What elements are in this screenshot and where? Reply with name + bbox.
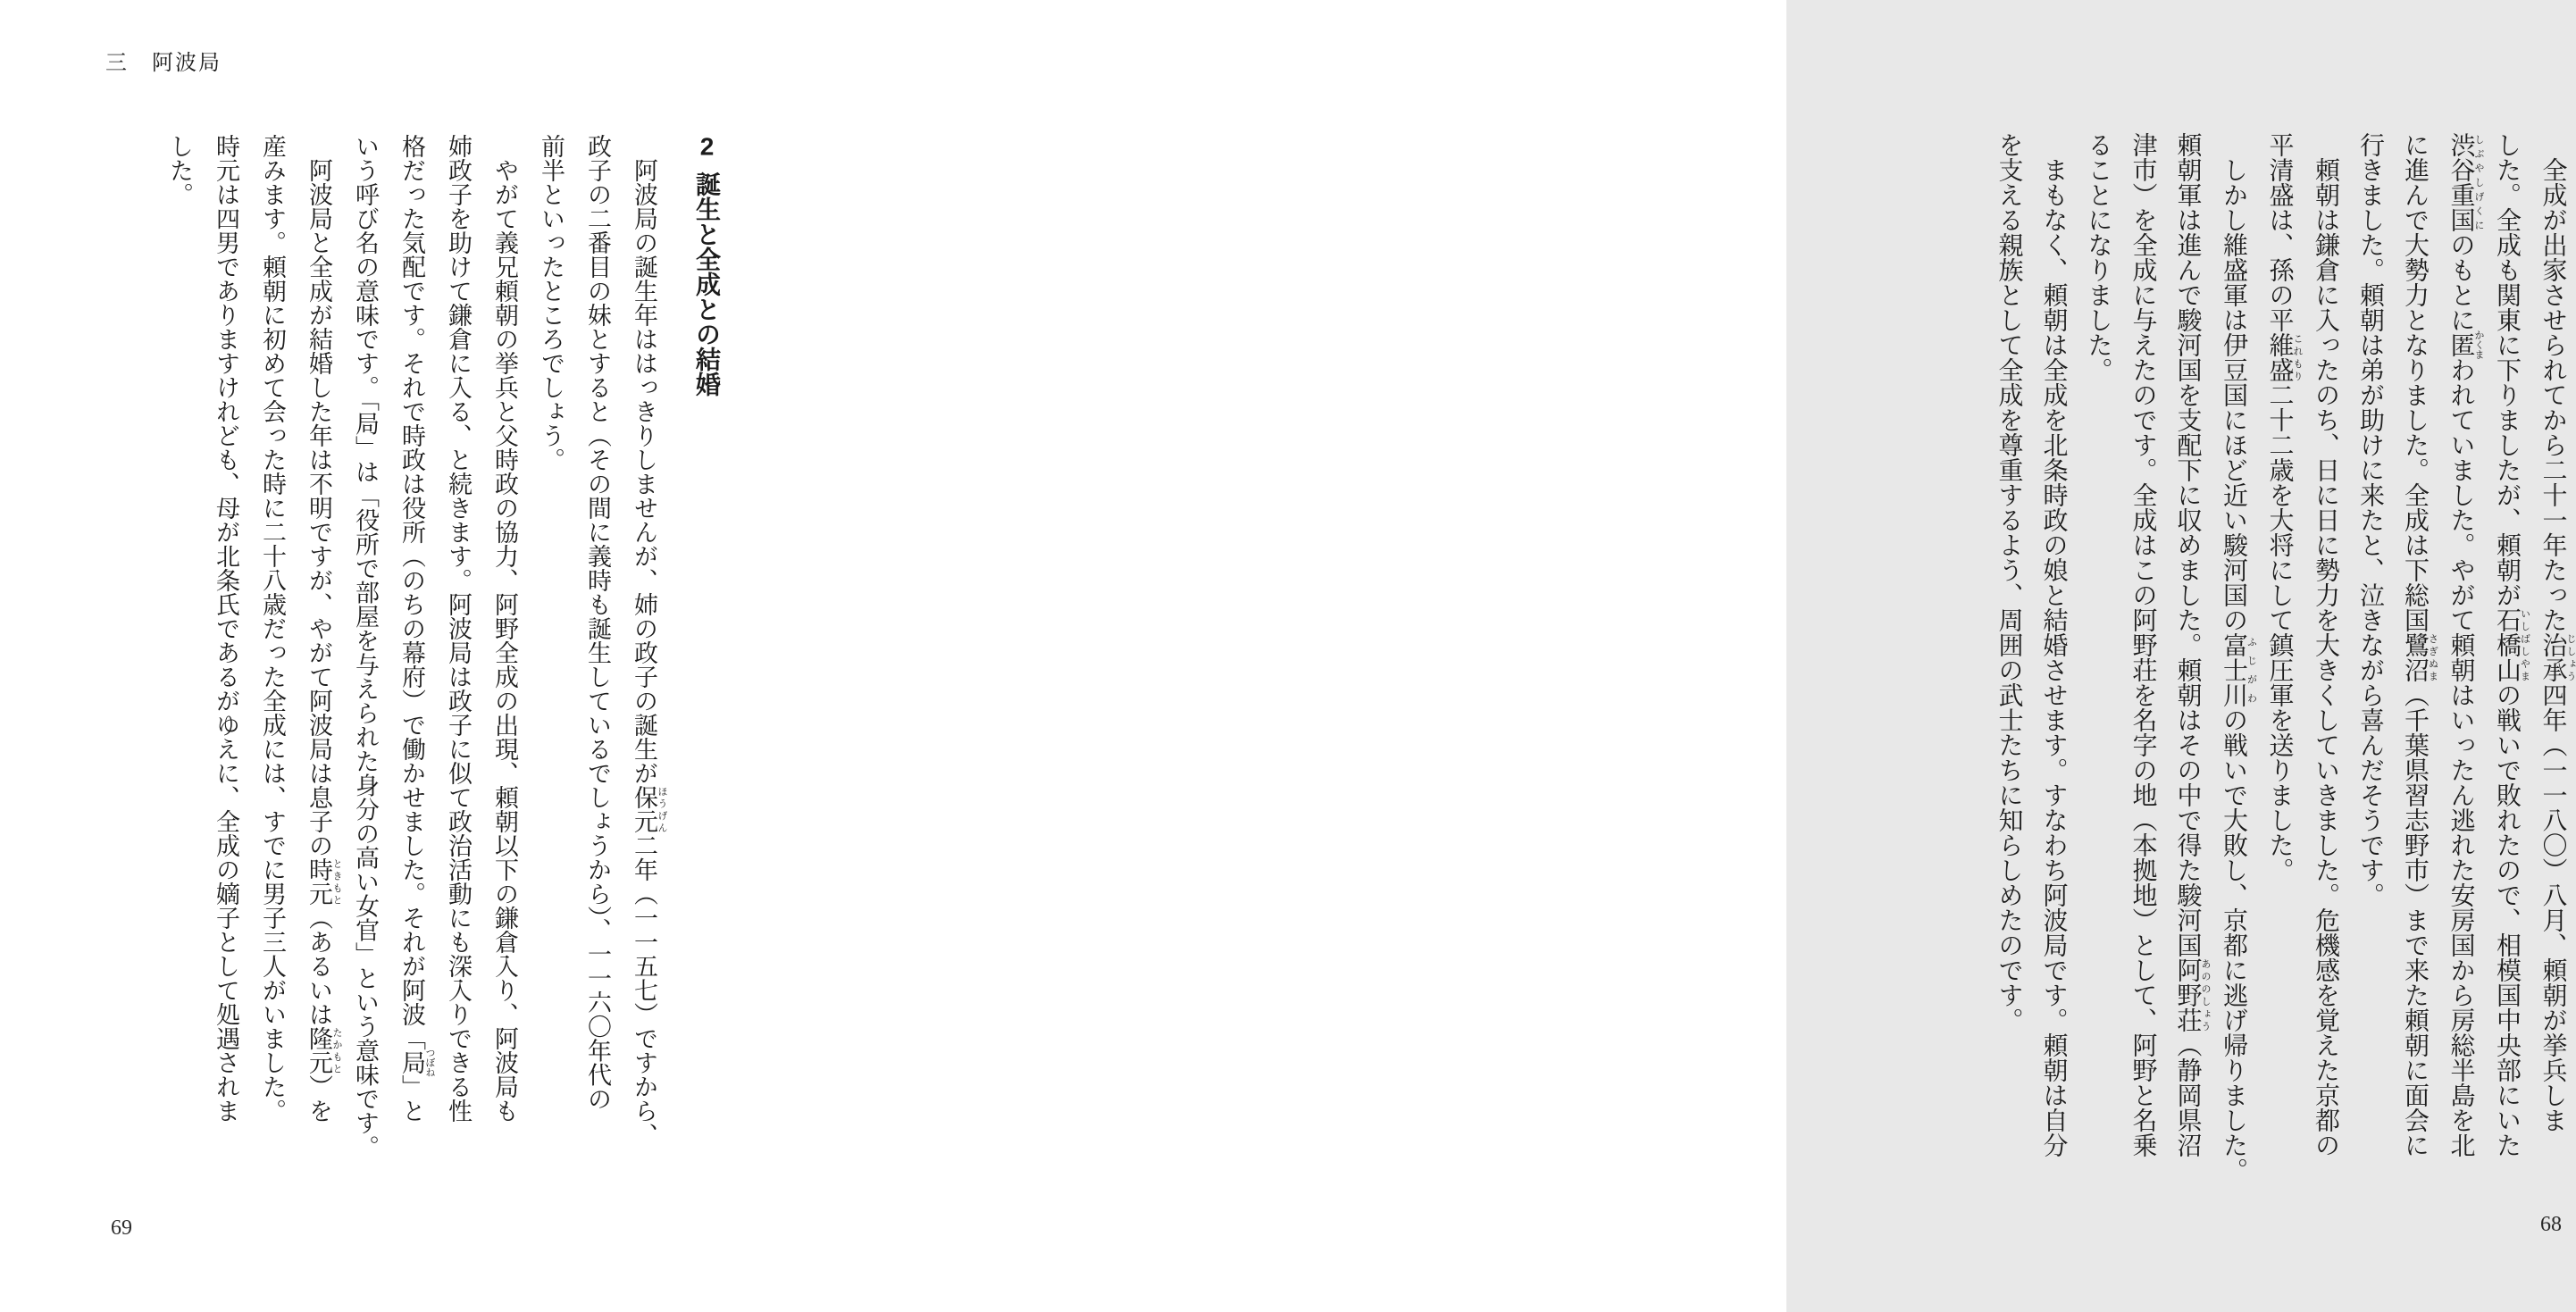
right-page-text-block xyxy=(1995,132,2576,1213)
text-line: 産みます。頼朝に初めて会った時に二十八歳だった全成には、すでに男子三人がいました。 xyxy=(259,134,286,1123)
text-line: 阿波局と全成が結婚した年は不明ですが、やがて阿波局は息子の時元 ときもと（あるいは隆元 たかもと）を xyxy=(305,134,342,1123)
text-line: に進んで大勢力となりました。全成は下総国鷺沼さぎぬま（千葉県習志野市）まで来た頼朝に面会に xyxy=(2401,132,2438,1157)
text-line: 阿波局の誕生年ははっきりしませんが、姉の政子の誕生が保元 ほうげん二年（一一五七）ですから、 xyxy=(631,134,667,1147)
text-line: した。 xyxy=(166,134,193,206)
ruby-term: 局 つぼね xyxy=(398,1048,435,1077)
furigana: いしばしやま xyxy=(2519,607,2530,682)
furigana: さぎぬま xyxy=(2427,632,2438,682)
text-line: 前半といったところでしょう。 xyxy=(538,134,565,472)
text-line: やがて義兄頼朝の挙兵と父時政の協力、阿野全成の出現、頼朝以下の鎌倉入り、阿波局も xyxy=(491,134,518,1123)
ruby-term: 治承じしょう xyxy=(2538,632,2576,682)
furigana: ときもと xyxy=(331,857,342,906)
ruby-term: 匿かくま xyxy=(2446,330,2484,360)
ruby-term: 隆元 たかもと xyxy=(305,1026,342,1074)
text-line: 時元は四男でありますけれども、母が北条氏であるがゆえに、全成の嫡子として処遇されま xyxy=(213,134,239,1123)
text-line: 格だった気配です。それで時政は役所（のちの幕府）で働かせました。それが阿波「局 つぼね」と xyxy=(398,134,435,1123)
furigana: ほうげん xyxy=(657,785,667,833)
furigana: あののしょう xyxy=(2200,957,2211,1032)
section-heading xyxy=(683,134,730,1215)
page-right xyxy=(893,0,2576,1312)
text-line: 全成が出家させられてから二十一年たった治承じしょう四年（一一八〇）八月、頼朝が挙兵しま xyxy=(2538,132,2576,1132)
furigana: これもり xyxy=(2292,332,2303,382)
furigana: つぼね xyxy=(424,1048,435,1077)
ruby-term: 時元 ときもと xyxy=(305,857,342,906)
text-line: 渋谷重国しぶやしげくにのもとに匿かくまわれていました。やがて頼朝はいったん逃れた安房国から房総半島を北 xyxy=(2446,132,2484,1157)
furigana: ふじがわ xyxy=(2246,632,2257,707)
ruby-term: 石橋山いしばしやま xyxy=(2493,607,2530,682)
page-left xyxy=(0,0,893,1312)
text-line: を支える親族として全成を尊重するよう、周囲の武士たちに知らしめたのです。 xyxy=(1995,132,2023,1032)
text-line: しかし維盛軍は伊豆国にほど近い駿河国の富士川ふじがわの戦いで大敗し、京都に逃げ帰りました。 xyxy=(2220,132,2257,1182)
page-number-right: 68 xyxy=(2540,1213,2562,1236)
section-title: 誕生と全成との結婚 xyxy=(693,171,721,397)
text-line: いう呼び名の意味です。「局」は「役所で部屋を与えられた身分の高い女官」という意味です。 xyxy=(352,134,379,1159)
chapter-running-head: 三 阿波局 xyxy=(105,52,222,75)
furigana: じしょう xyxy=(2565,632,2576,682)
ruby-term: 保元 ほうげん xyxy=(631,785,667,833)
furigana: たかもと xyxy=(331,1026,342,1074)
furigana: しぶやしげくに xyxy=(2473,132,2484,232)
text-line: 頼朝は鎌倉に入ったのち、日に日に勢力を大きくしていきました。危機感を覚えた京都の xyxy=(2312,132,2339,1157)
text-line: した。全成も関東に下りましたが、頼朝が石橋山いしばしやまの戦いで敗れたので、相模国中央部にいた xyxy=(2493,132,2530,1157)
text-line: 頼朝軍は進んで駿河国を支配下に収めました。頼朝はその中で得た駿河国阿野荘あののしょう（静岡県沼 xyxy=(2173,132,2211,1157)
ruby-term: 阿野荘あののしょう xyxy=(2173,957,2211,1032)
page-number-left: 69 xyxy=(111,1216,132,1240)
ruby-term: 富士川ふじがわ xyxy=(2220,632,2257,707)
left-page-text-block xyxy=(156,134,730,1215)
text-line: 姉政子を助けて鎌倉に入る、と続きます。阿波局は政子に似て政治活動にも深入りできる性 xyxy=(445,134,472,1123)
text-line: 行きました。頼朝は弟が助けに来たと、泣きながら喜んだそうです。 xyxy=(2356,132,2384,907)
text-line: 津市）を全成に与えたのです。全成はこの阿野荘を名字の地（本拠地）として、阿野と名乗 xyxy=(2129,132,2157,1157)
text-line: 平清盛は、孫の平維盛これもり二十二歳を大将にして鎮圧軍を送りました。 xyxy=(2265,132,2303,882)
text-line: 政子の二番目の妹とすると（その間に義時も誕生しているでしょうから）、一一六〇年代の xyxy=(584,134,611,1111)
text-line: まもなく、頼朝は全成を北条時政の娘と結婚させます。すなわち阿波局です。頼朝は自分 xyxy=(2039,132,2068,1157)
text-line: ることになりました。 xyxy=(2084,132,2112,382)
ruby-term: 渋谷重国しぶやしげくに xyxy=(2446,132,2484,232)
section-number: 2 xyxy=(699,134,715,159)
ruby-term: 維盛これもり xyxy=(2265,332,2303,382)
ruby-term: 鷺沼さぎぬま xyxy=(2401,632,2438,682)
furigana: かくま xyxy=(2473,330,2484,360)
